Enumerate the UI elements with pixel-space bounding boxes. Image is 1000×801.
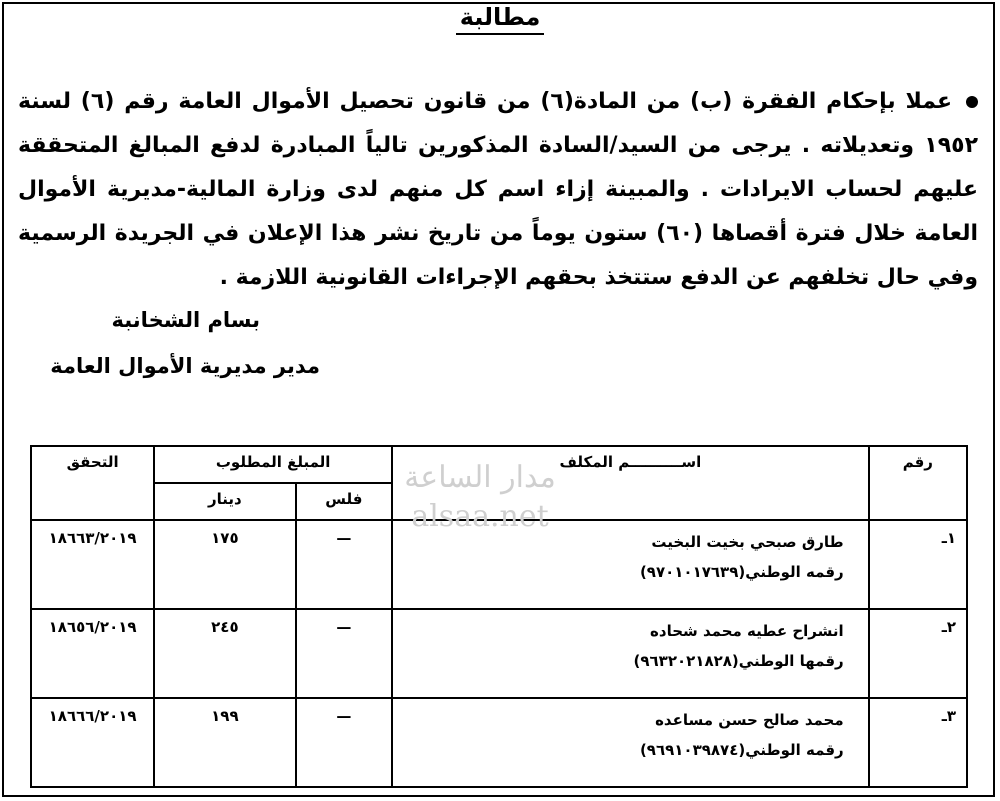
paragraph-text: عملا بإحكام الفقرة (ب) من المادة(٦) من قانون تحصيل الأموال العامة رقم (٦) لسنة ١٩٥٢ وتعديلاته . يرجى من السيد/السادة المذكورين تالياً المبادرة لدفع المبالغ المتحققة عليهم لحساب الايرادات . والمبينة إزاء اسم كل منهم لدى وزارة المالية-مديرية الأموال العامة خلال فترة أقصاها (٦٠) ستون يوماً من تاريخ نشر هذا الإعلان في الجريدة الرسمية وفي حال تخلفهم عن الدفع ستتخذ بحقهم الإجراءات القانونية اللازمة . bbox=[18, 89, 978, 290]
document-title: مطالبة bbox=[0, 3, 1000, 31]
dinar-value: ٢٤٥ bbox=[154, 609, 295, 698]
fils-value: — bbox=[296, 698, 393, 787]
fils-value: — bbox=[296, 520, 393, 609]
header-number: رقم bbox=[869, 446, 967, 520]
header-dinar: دينار bbox=[154, 483, 295, 520]
taxpayer-name: طارق صبحي بخيت البخيت bbox=[651, 533, 844, 551]
taxpayer-name: محمد صالح حسن مساعده bbox=[655, 711, 844, 729]
watermark-arabic: مدار الساعة bbox=[404, 460, 556, 495]
table-row bbox=[31, 698, 967, 787]
taxpayer-name: انشراح عطيه محمد شحاده bbox=[650, 622, 844, 640]
signatory-name: بسام الشخانبة bbox=[111, 308, 260, 332]
row-number: ٣ـ bbox=[869, 698, 967, 787]
header-name: اســــــــــم المكلف bbox=[392, 446, 869, 520]
announcement-paragraph bbox=[18, 80, 978, 300]
national-id: رقمها الوطني(٩٦٣٢٠٢١٨٢٨) bbox=[633, 652, 844, 670]
national-id: رقمه الوطني(٩٧٠١٠١٧٦٣٩) bbox=[639, 563, 844, 581]
watermark bbox=[370, 460, 590, 534]
header-receipt: التحقق bbox=[31, 446, 154, 520]
receipt-value: ١٨٦٦٣/٢٠١٩ bbox=[31, 520, 154, 609]
row-number: ٢ـ bbox=[869, 609, 967, 698]
fils-value: — bbox=[296, 609, 393, 698]
table-row bbox=[31, 609, 967, 698]
national-id: رقمه الوطني(٩٦٩١٠٣٩٨٧٤) bbox=[639, 741, 844, 759]
watermark-url: alsaa.net bbox=[411, 499, 549, 534]
receipt-value: ١٨٦٥٦/٢٠١٩ bbox=[31, 609, 154, 698]
row-number: ١ـ bbox=[869, 520, 967, 609]
dinar-value: ١٧٥ bbox=[154, 520, 295, 609]
bullet-icon bbox=[966, 96, 978, 108]
row-name-cell bbox=[392, 609, 869, 698]
signatory-title: مدير مديرية الأموال العامة bbox=[50, 354, 320, 378]
row-name-cell bbox=[392, 698, 869, 787]
receipt-value: ١٨٦٦٦/٢٠١٩ bbox=[31, 698, 154, 787]
dinar-value: ١٩٩ bbox=[154, 698, 295, 787]
header-amount: المبلغ المطلوب bbox=[154, 446, 392, 483]
header-fils: فلس bbox=[296, 483, 393, 520]
